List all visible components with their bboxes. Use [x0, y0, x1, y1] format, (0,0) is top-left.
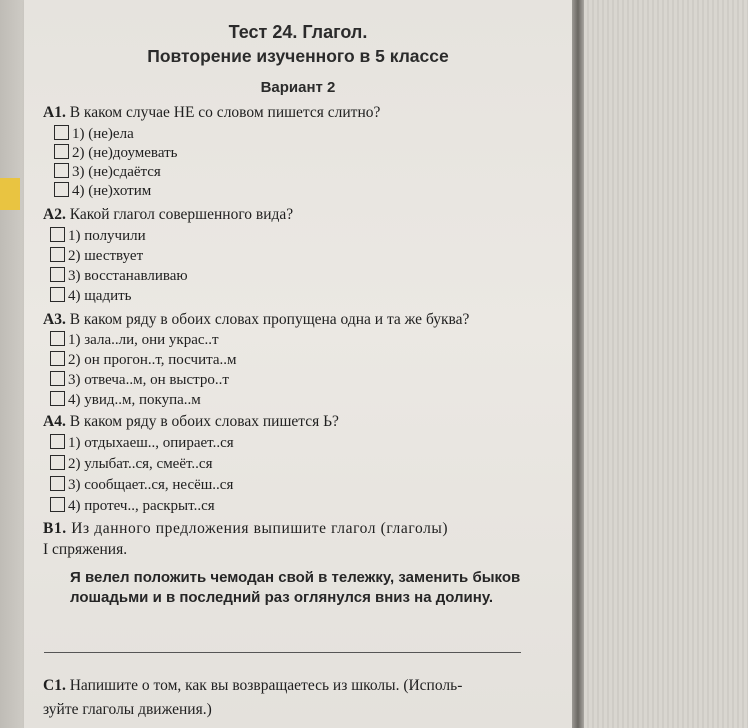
a1-option-2[interactable]: [54, 144, 177, 162]
checkbox[interactable]: [54, 125, 69, 140]
option-label: 1) отдыхаеш.., опирает..ся: [68, 435, 234, 451]
a2-option-1[interactable]: [50, 227, 146, 245]
option-label: 1) (не)ела: [72, 126, 134, 142]
checkbox[interactable]: [50, 434, 65, 449]
question-text: Какой глагол совершенного вида?: [69, 206, 294, 223]
question-number: А1.: [43, 104, 66, 121]
checkbox[interactable]: [54, 144, 69, 159]
option-label: 4) протеч.., раскрыт..ся: [68, 498, 215, 514]
next-pages-edge: [584, 0, 748, 728]
checkbox[interactable]: [50, 476, 65, 491]
checkbox[interactable]: [50, 351, 65, 366]
page-title: Тест 24. Глагол.: [228, 22, 368, 42]
question-a2: [43, 206, 563, 224]
question-b1-line2: [43, 541, 563, 559]
option-label: 3) сообщает..ся, несёш..ся: [68, 477, 234, 493]
checkbox[interactable]: [50, 497, 65, 512]
question-number: А2.: [43, 206, 66, 223]
a3-option-2[interactable]: [50, 351, 237, 369]
option-label: 4) (не)хотим: [72, 183, 152, 199]
question-number: В1.: [43, 520, 67, 537]
checkbox[interactable]: [54, 182, 69, 197]
a3-option-3[interactable]: [50, 371, 229, 389]
a4-option-1[interactable]: [50, 434, 234, 452]
question-number: А3.: [43, 311, 66, 328]
question-text: В каком ряду в обоих словах пишется Ь?: [69, 413, 339, 430]
checkbox[interactable]: [50, 371, 65, 386]
option-label: 2) он прогон..т, посчита..м: [68, 352, 237, 368]
question-a3: [43, 311, 563, 329]
option-label: 1) зала..ли, они украс..т: [68, 332, 219, 348]
a2-option-4[interactable]: [50, 287, 132, 305]
option-label: 2) (не)доумевать: [72, 145, 178, 161]
question-text-line2: I спряжения.: [43, 541, 128, 558]
question-text-line1: Напишите о том, как вы возвращаетесь из школы. (Исполь-: [69, 677, 463, 694]
option-label: 2) шествует: [68, 248, 144, 264]
checkbox[interactable]: [50, 287, 65, 302]
checkbox[interactable]: [50, 267, 65, 282]
a3-option-1[interactable]: [50, 331, 219, 349]
option-label: 1) получили: [68, 228, 146, 244]
a3-option-4[interactable]: [50, 391, 201, 409]
option-label: 3) восстанавливаю: [68, 268, 188, 284]
variant-label: Вариант 2: [260, 79, 336, 96]
option-label: 4) увид..м, покупа..м: [68, 392, 201, 408]
question-text-line2: зуйте глаголы движения.): [43, 701, 212, 718]
checkbox[interactable]: [50, 247, 65, 262]
question-text: В каком случае НЕ со словом пишется слитно?: [69, 104, 381, 121]
question-b1: [43, 520, 563, 538]
question-text: В каком ряду в обоих словах пропущена одна и та же буква?: [69, 311, 470, 328]
a1-option-1[interactable]: [54, 125, 134, 143]
a2-option-3[interactable]: [50, 267, 188, 285]
a2-option-2[interactable]: [50, 247, 143, 265]
checkbox[interactable]: [50, 227, 65, 242]
question-number: А4.: [43, 413, 66, 430]
checkbox[interactable]: [50, 455, 65, 470]
book-spine: [572, 0, 584, 728]
checkbox[interactable]: [50, 391, 65, 406]
a4-option-3[interactable]: [50, 476, 233, 494]
page-subtitle: Повторение изученного в 5 классе: [147, 46, 449, 66]
question-text-line1: Из данного предложения выпишите глагол (глаголы): [71, 520, 449, 537]
checkbox[interactable]: [54, 163, 69, 178]
option-label: 3) отвеча..м, он выстро..т: [68, 372, 229, 388]
question-number: С1.: [43, 677, 66, 694]
question-c1: [43, 674, 563, 722]
a1-option-4[interactable]: [54, 182, 151, 200]
checkbox[interactable]: [50, 331, 65, 346]
option-label: 2) улыбат..ся, смеёт..ся: [68, 456, 213, 472]
question-a4: [43, 413, 563, 431]
option-label: 4) щадить: [68, 288, 132, 304]
yellow-bookmark: [0, 178, 20, 210]
a4-option-4[interactable]: [50, 497, 215, 515]
b1-sentence: Я велел положить чемодан свой в тележку, заменить быков лошадьми и в последний раз оглянулся вниз на долину.: [70, 569, 521, 606]
option-label: 3) (не)сдаётся: [72, 164, 161, 180]
a1-option-3[interactable]: [54, 163, 161, 181]
answer-line[interactable]: [44, 652, 521, 653]
question-a1: [43, 104, 563, 122]
a4-option-2[interactable]: [50, 455, 213, 473]
